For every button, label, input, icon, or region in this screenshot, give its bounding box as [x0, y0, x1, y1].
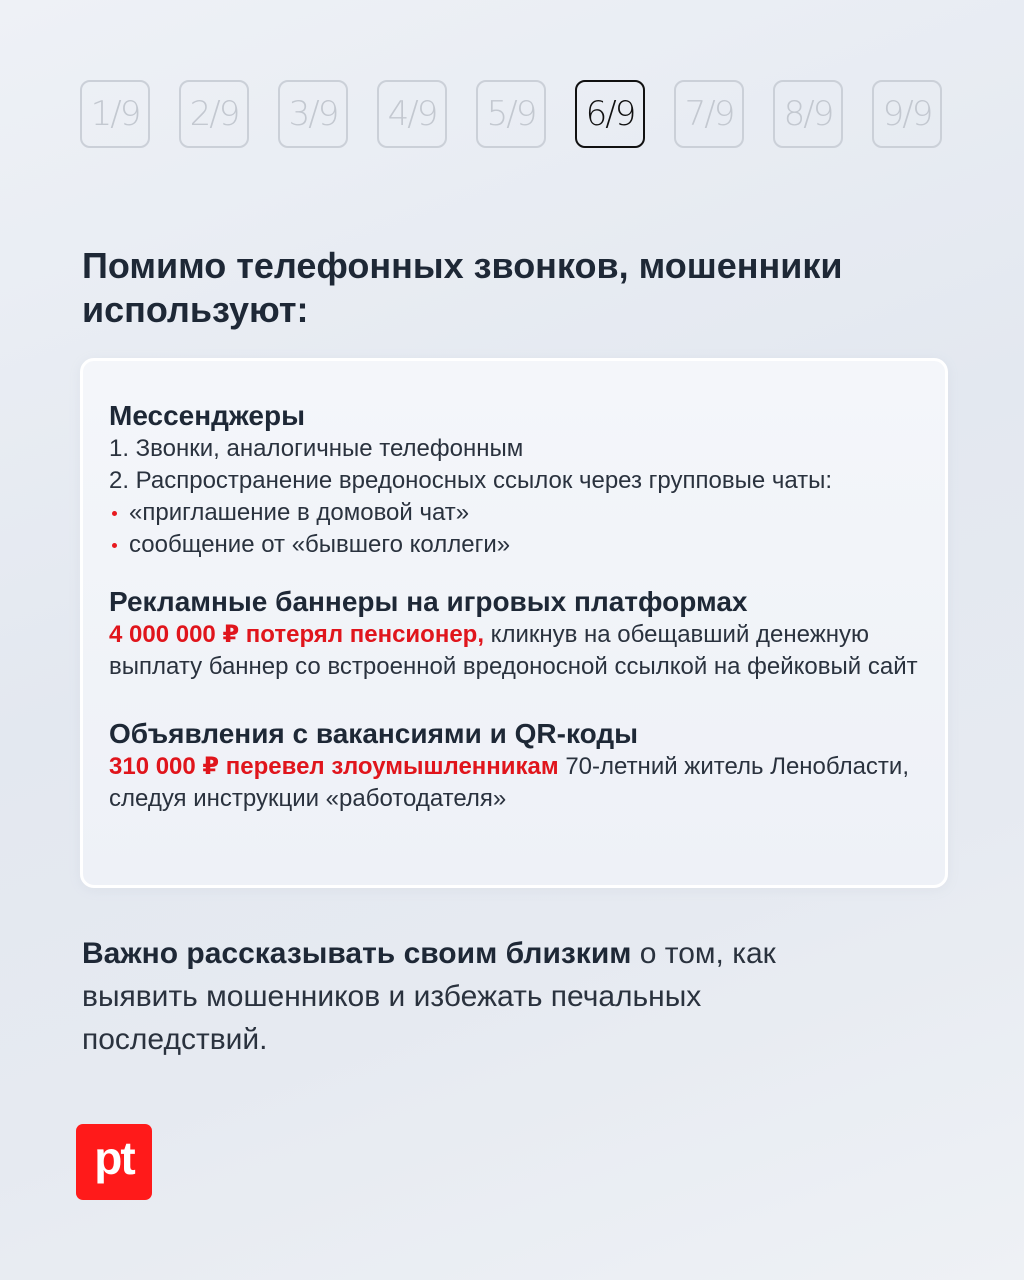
page-chip-6-current[interactable]: 6/9 — [575, 80, 645, 148]
section-body — [109, 619, 945, 683]
bullet-text: «приглашение в домовой чат» — [129, 499, 470, 526]
pt-logo: pt — [76, 1124, 152, 1200]
closing-text: о том, как выявить мошенников и избежать печальных последствий. — [82, 937, 776, 1056]
page-chip-5[interactable]: 5/9 — [476, 80, 546, 148]
section-job-ads-qr — [109, 717, 945, 815]
section-ad-banners — [109, 585, 945, 683]
section-title: Мессенджеры — [109, 400, 305, 431]
section-title: Объявления с вакансиями и QR-коды — [109, 718, 639, 749]
section-messengers — [109, 399, 945, 561]
highlight-amount: 4 000 000 ₽ потерял пенсионер, — [109, 621, 484, 648]
section-body — [109, 751, 945, 815]
closing-bold: Важно рассказывать своим близким — [82, 937, 632, 970]
section-title: Рекламные баннеры на игровых платформах — [109, 586, 748, 617]
page-title: Помимо телефонных звонков, мошенники используют: — [82, 245, 843, 330]
slide-pager — [80, 80, 942, 148]
page-chip-9[interactable]: 9/9 — [872, 80, 942, 148]
page-chip-1[interactable]: 1/9 — [80, 80, 150, 148]
list-item: 1. Звонки, аналогичные телефонным — [109, 435, 524, 462]
list-item: 2. Распространение вредоносных ссылок через групповые чаты: — [109, 467, 833, 494]
highlight-amount: 310 000 ₽ перевел злоумышленникам — [109, 753, 559, 780]
page-chip-8[interactable]: 8/9 — [773, 80, 843, 148]
bullet-dot-icon — [112, 543, 117, 548]
page-chip-3[interactable]: 3/9 — [278, 80, 348, 148]
closing-paragraph — [82, 932, 862, 1061]
page-chip-7[interactable]: 7/9 — [674, 80, 744, 148]
page-chip-4[interactable]: 4/9 — [377, 80, 447, 148]
bullet-text: сообщение от «бывшего коллеги» — [129, 531, 511, 558]
body-text: 70-летний житель Ленобласти, следуя инструкции «работодателя» — [109, 753, 909, 812]
page-chip-2[interactable]: 2/9 — [179, 80, 249, 148]
bullet-dot-icon — [112, 511, 117, 516]
info-card — [80, 358, 948, 888]
bullet-item — [109, 497, 945, 529]
bullet-item — [109, 529, 945, 561]
body-text: кликнув на обещавший денежную выплату баннер со встроенной вредоносной ссылкой на фейковый сайт — [109, 621, 918, 680]
